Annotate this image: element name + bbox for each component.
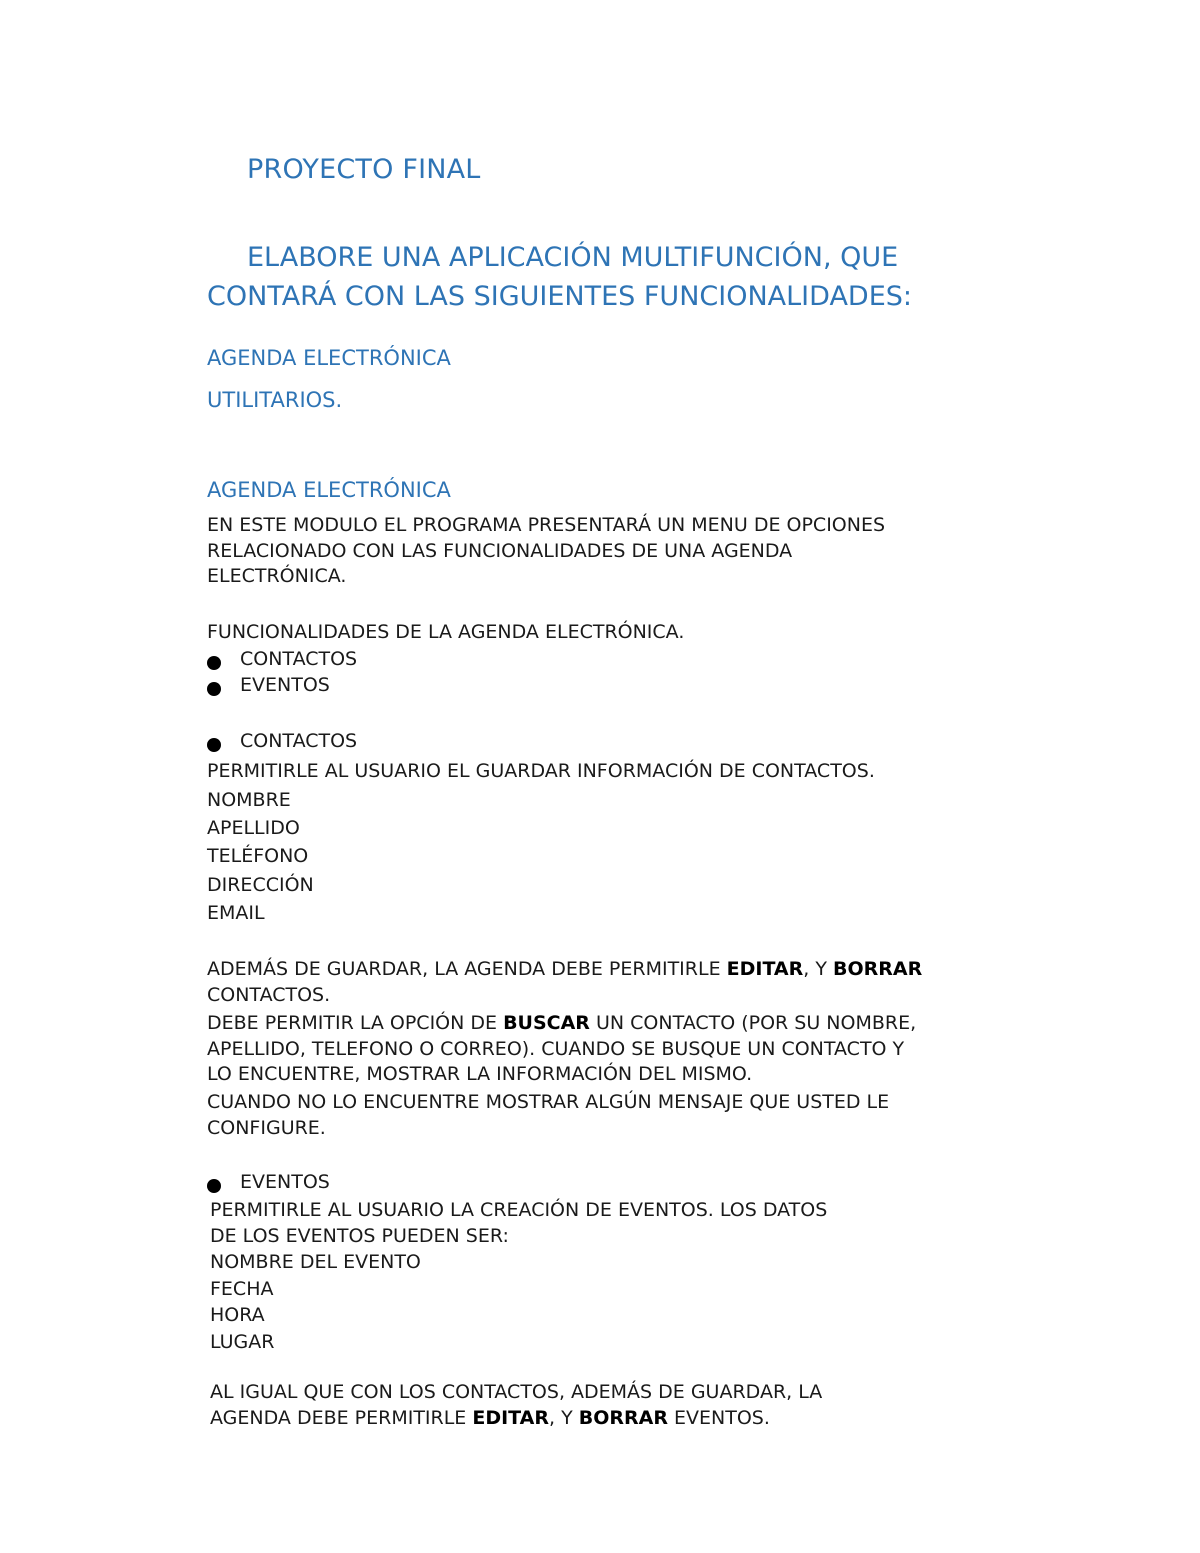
contacts-intro: PERMITIRLE AL USUARIO EL GUARDAR INFORMACIÓN DE CONTACTOS. bbox=[207, 760, 875, 782]
section-heading-agenda: AGENDA ELECTRÓNICA bbox=[207, 478, 451, 502]
events-edit-paragraph bbox=[210, 1380, 822, 1431]
contacts-edit-paragraph bbox=[207, 957, 922, 1008]
event-field: NOMBRE DEL EVENTO bbox=[210, 1251, 421, 1273]
contact-field: DIRECCIÓN bbox=[207, 873, 314, 896]
emphasis-editar: EDITAR bbox=[472, 1406, 549, 1429]
assignment-line-2: CONTARÁ CON LAS SIGUIENTES FUNCIONALIDADES: bbox=[207, 281, 913, 312]
contacts-search-paragraph bbox=[207, 1011, 916, 1088]
text-run: AGENDA DEBE PERMITIRLE bbox=[210, 1406, 473, 1429]
event-field: HORA bbox=[210, 1304, 265, 1326]
section-heading-contactos: CONTACTOS bbox=[240, 730, 358, 752]
text-run: DEBE PERMITIR LA OPCIÓN DE bbox=[207, 1012, 504, 1034]
text-run: UN CONTACTO (POR SU NOMBRE, bbox=[589, 1012, 917, 1034]
text-run: EVENTOS. bbox=[667, 1406, 770, 1429]
agenda-intro-line: EN ESTE MODULO EL PROGRAMA PRESENTARÁ UN MENU DE OPCIONES bbox=[207, 514, 886, 536]
event-field: LUGAR bbox=[210, 1330, 275, 1353]
agenda-intro-line: ELECTRÓNICA. bbox=[207, 565, 347, 587]
text-run: , Y bbox=[549, 1406, 579, 1429]
contact-field: TELÉFONO bbox=[207, 845, 309, 868]
event-fields-list bbox=[210, 1249, 421, 1355]
events-intro bbox=[210, 1198, 827, 1249]
contacts-notfound-line-1: CUANDO NO LO ENCUENTRE MOSTRAR ALGÚN MENSAJE QUE USTED LE bbox=[207, 1091, 890, 1113]
emphasis-borrar: BORRAR bbox=[833, 958, 923, 980]
contact-fields-list bbox=[207, 786, 314, 927]
events-intro-line-1: PERMITIRLE AL USUARIO LA CREACIÓN DE EVENTOS. LOS DATOS bbox=[210, 1199, 828, 1221]
feature-agenda: AGENDA ELECTRÓNICA bbox=[207, 346, 451, 370]
assignment-statement bbox=[207, 238, 1007, 316]
events-edit-line-1: AL IGUAL QUE CON LOS CONTACTOS, ADEMÁS DE GUARDAR, LA bbox=[210, 1381, 823, 1403]
emphasis-borrar: BORRAR bbox=[578, 1406, 668, 1429]
emphasis-buscar: BUSCAR bbox=[503, 1012, 590, 1034]
events-edit-line-2 bbox=[210, 1406, 822, 1432]
list-item-eventos: EVENTOS bbox=[240, 674, 330, 696]
emphasis-editar: EDITAR bbox=[726, 958, 804, 980]
contacts-edit-line-1 bbox=[207, 957, 922, 983]
agenda-intro-line: RELACIONADO CON LAS FUNCIONALIDADES DE UNA AGENDA bbox=[207, 539, 793, 562]
contacts-search-line-1 bbox=[207, 1011, 916, 1037]
contacts-notfound-paragraph bbox=[207, 1090, 889, 1141]
text-run: , Y bbox=[803, 958, 833, 980]
bullet-icon bbox=[207, 1179, 221, 1193]
contacts-notfound-line-2: CONFIGURE. bbox=[207, 1116, 326, 1139]
contacts-edit-line-2: CONTACTOS. bbox=[207, 983, 331, 1006]
section-heading-eventos: EVENTOS bbox=[240, 1171, 330, 1193]
agenda-intro bbox=[207, 513, 885, 590]
contacts-search-line-2: APELLIDO, TELEFONO O CORREO). CUANDO SE BUSQUE UN CONTACTO Y bbox=[207, 1037, 905, 1060]
contact-field: EMAIL bbox=[207, 901, 265, 924]
functionalities-heading: FUNCIONALIDADES DE LA AGENDA ELECTRÓNICA. bbox=[207, 621, 685, 643]
feature-utilitarios: UTILITARIOS. bbox=[207, 388, 343, 412]
text-run: ADEMÁS DE GUARDAR, LA AGENDA DEBE PERMITIRLE bbox=[207, 958, 727, 980]
events-intro-line-2: DE LOS EVENTOS PUEDEN SER: bbox=[210, 1224, 509, 1247]
bullet-icon bbox=[207, 682, 221, 696]
contact-field: NOMBRE bbox=[207, 789, 291, 811]
bullet-icon bbox=[207, 656, 221, 670]
assignment-line-1: ELABORE UNA APLICACIÓN MULTIFUNCIÓN, QUE bbox=[247, 242, 899, 273]
bullet-icon bbox=[207, 738, 221, 752]
list-item-contactos: CONTACTOS bbox=[240, 648, 358, 670]
page-title: PROYECTO FINAL bbox=[247, 154, 481, 185]
event-field: FECHA bbox=[210, 1277, 274, 1300]
contact-field: APELLIDO bbox=[207, 817, 300, 840]
contacts-search-line-3: LO ENCUENTRE, MOSTRAR LA INFORMACIÓN DEL MISMO. bbox=[207, 1063, 753, 1085]
